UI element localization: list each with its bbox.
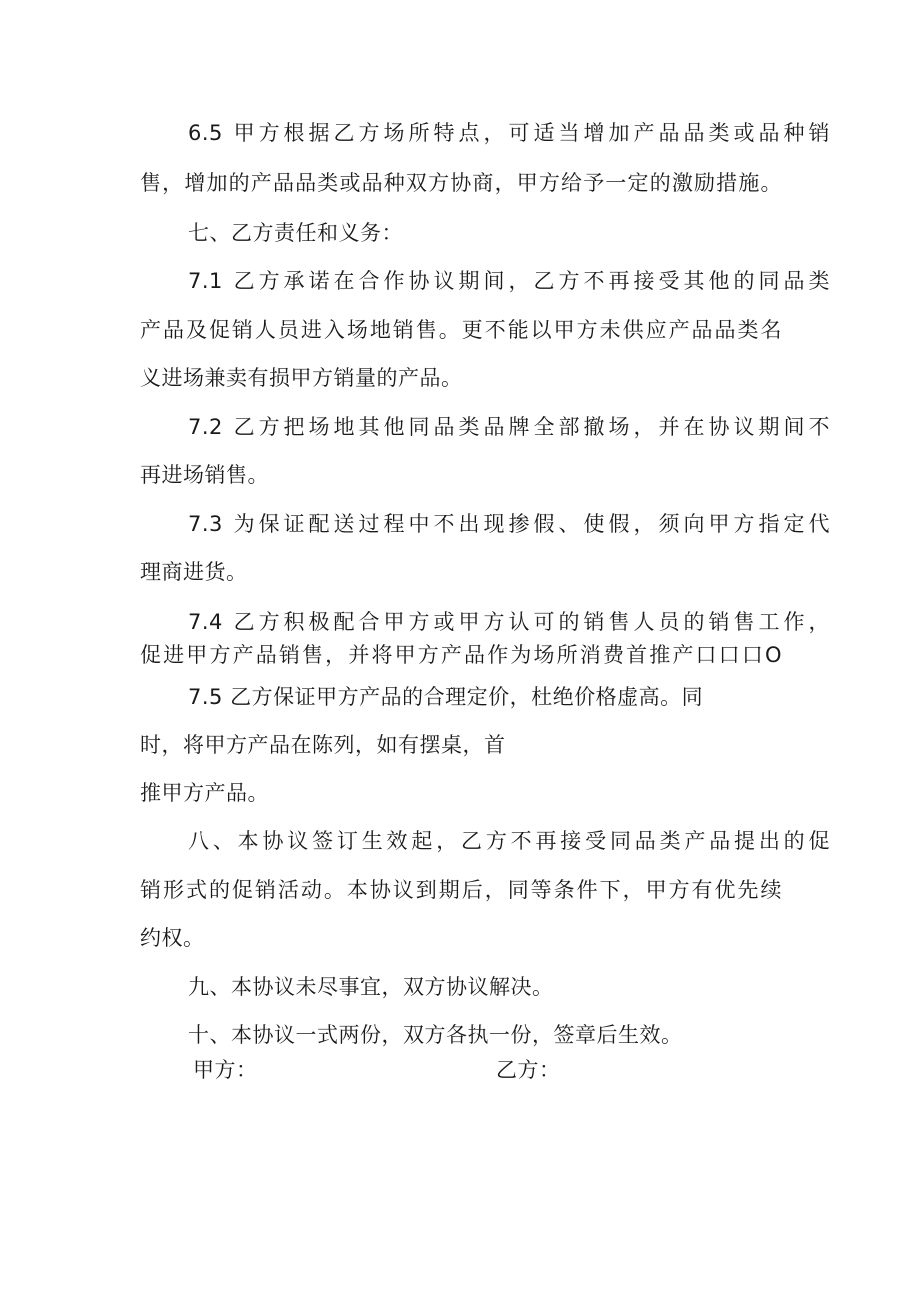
section-9-line: 九、本协议未尽事宜，双方协议解决。 bbox=[188, 975, 554, 999]
party-b-signature-label: 乙方： bbox=[496, 1058, 561, 1082]
clause-6-5-line-1: 6.5 甲方根据乙方场所特点，可适当增加产品品类或品种销 bbox=[188, 121, 830, 145]
clause-7-3-line-2: 理商进货。 bbox=[140, 560, 248, 584]
clause-7-3-line-1: 7.3 为保证配送过程中不出现掺假、使假，须向甲方指定代 bbox=[188, 512, 830, 536]
clause-6-5-line-2: 售，增加的产品品类或品种双方协商，甲方给予一定的激励措施。 bbox=[140, 171, 782, 195]
clause-7-5-line-1: 7.5 乙方保证甲方产品的合理定价，杜绝价格虚高。同 bbox=[188, 685, 704, 709]
section-8-line-2: 销形式的促销活动。本协议到期后，同等条件下，甲方有优先续 bbox=[140, 878, 782, 902]
clause-7-4-line-2: 促进甲方产品销售，并将甲方产品作为场所消费首推产口口口O bbox=[140, 643, 782, 667]
clause-7-5-line-2: 时，将甲方产品在陈列，如有摆桌，首 bbox=[140, 733, 506, 757]
section-8-line-3: 约权。 bbox=[140, 926, 205, 950]
section-10-line: 十、本协议一式两份，双方各执一份，签章后生效。 bbox=[188, 1023, 683, 1047]
clause-7-2-line-1: 7.2 乙方把场地其他同品类品牌全部撤场，并在协议期间不 bbox=[188, 415, 830, 439]
clause-7-4-line-1: 7.4 乙方积极配合甲方或甲方认可的销售人员的销售工作， bbox=[188, 610, 830, 634]
clause-7-1-line-1: 7.1 乙方承诺在合作协议期间，乙方不再接受其他的同品类 bbox=[188, 269, 830, 293]
clause-7-1-line-2: 产品及促销人员进入场地销售。更不能以甲方未供应产品品类名 bbox=[140, 318, 782, 342]
clause-7-2-line-2: 再进场销售。 bbox=[140, 463, 269, 487]
section-8-line-1: 八、本协议签订生效起，乙方不再接受同品类产品提出的促 bbox=[188, 829, 830, 853]
section-7-heading: 七、乙方责任和义务： bbox=[188, 221, 403, 245]
party-a-signature-label: 甲方： bbox=[193, 1058, 258, 1082]
clause-7-1-line-3: 义进场兼卖有损甲方销量的产品。 bbox=[140, 366, 463, 390]
clause-7-5-line-3: 推甲方产品。 bbox=[140, 781, 269, 805]
